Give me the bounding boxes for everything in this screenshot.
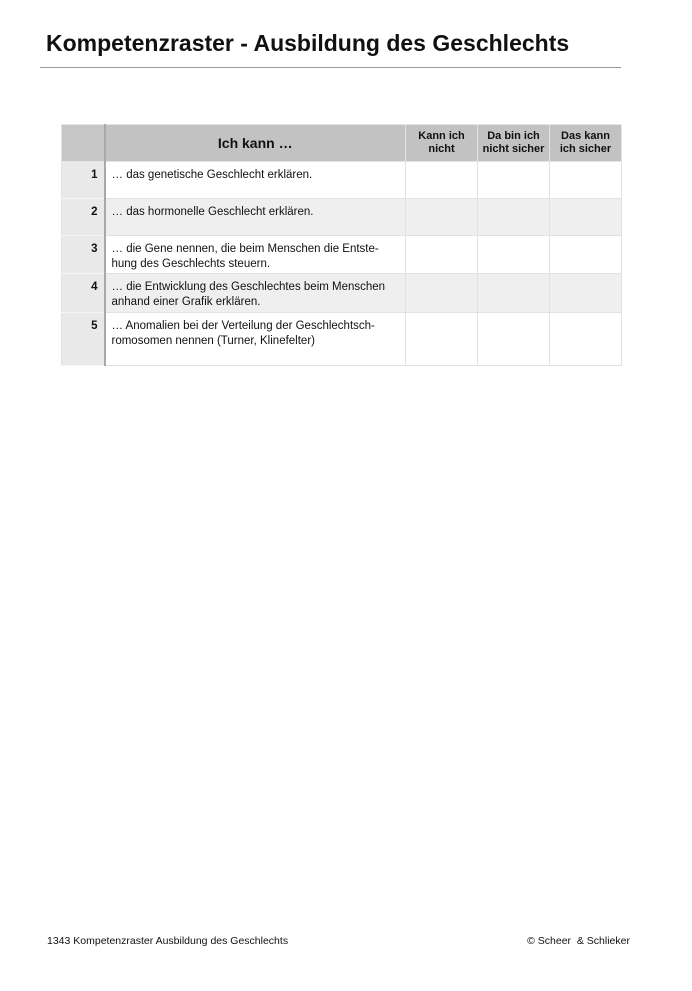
footer-copyright: © Scheer & Schlieker	[527, 935, 630, 947]
header-can-line2: ich sicher	[559, 143, 612, 155]
row-statement-line1: … das genetische Geschlecht erklären.	[111, 169, 313, 181]
row-statement	[105, 162, 406, 199]
rating-cell-can[interactable]	[550, 162, 622, 199]
row-statement-line2: anhand einer Grafik erklären.	[111, 296, 261, 308]
row-statement-line1: … Anomalien bei der Verteilung der Geschlechtsch-	[111, 320, 375, 332]
rating-cell-cannot[interactable]	[406, 274, 478, 313]
footer-document-id: 1343 Kompetenzraster Ausbildung des Geschlechts	[47, 935, 289, 947]
rating-cell-cannot[interactable]	[406, 313, 478, 366]
header-unsure-line1: Da bin ich	[487, 130, 540, 142]
header-cannot-line2: nicht	[428, 143, 455, 155]
rating-cell-unsure[interactable]	[478, 236, 550, 274]
row-statement-line1: … die Gene nennen, die beim Menschen die Entste-	[111, 243, 379, 255]
row-number: 5	[62, 313, 105, 366]
row-statement-line2: romosomen nennen (Turner, Klinefelter)	[111, 335, 315, 347]
header-can-line1: Das kann	[561, 130, 610, 142]
row-statement-line1: … die Entwicklung des Geschlechtes beim Menschen	[111, 281, 386, 293]
table-row	[62, 236, 622, 274]
header-can	[550, 125, 622, 162]
rating-cell-cannot[interactable]	[406, 162, 478, 199]
rating-cell-cannot[interactable]	[406, 199, 478, 236]
rating-cell-can[interactable]	[550, 313, 622, 366]
header-unsure-line2: nicht sicher	[482, 143, 545, 155]
row-number: 2	[62, 199, 105, 236]
row-statement-line1: … das hormonelle Geschlecht erklären.	[111, 206, 314, 218]
row-statement-line2: hung des Geschlechts steuern.	[111, 258, 271, 270]
page-title: Kompetenzraster - Ausbildung des Geschlechts	[46, 30, 570, 56]
row-statement	[105, 199, 406, 236]
table-row	[62, 313, 622, 366]
table-row	[62, 274, 622, 313]
rating-cell-unsure[interactable]	[478, 162, 550, 199]
row-number: 3	[62, 236, 105, 274]
rating-cell-can[interactable]	[550, 199, 622, 236]
rating-cell-unsure[interactable]	[478, 274, 550, 313]
row-statement	[105, 274, 406, 313]
rating-cell-unsure[interactable]	[478, 199, 550, 236]
row-statement	[105, 313, 406, 366]
table-row	[62, 162, 622, 199]
header-corner-cell	[62, 125, 105, 162]
table-header-row	[62, 125, 622, 162]
rating-cell-can[interactable]	[550, 274, 622, 313]
competency-table	[61, 124, 622, 366]
title-divider	[40, 67, 621, 68]
header-unsure	[478, 125, 550, 162]
table-row	[62, 199, 622, 236]
rating-cell-cannot[interactable]	[406, 236, 478, 274]
header-cannot	[406, 125, 478, 162]
row-statement	[105, 236, 406, 274]
rating-cell-can[interactable]	[550, 236, 622, 274]
rating-cell-unsure[interactable]	[478, 313, 550, 366]
header-statement: Ich kann …	[105, 125, 406, 162]
row-number: 4	[62, 274, 105, 313]
header-cannot-line1: Kann ich	[418, 130, 465, 142]
row-number: 1	[62, 162, 105, 199]
